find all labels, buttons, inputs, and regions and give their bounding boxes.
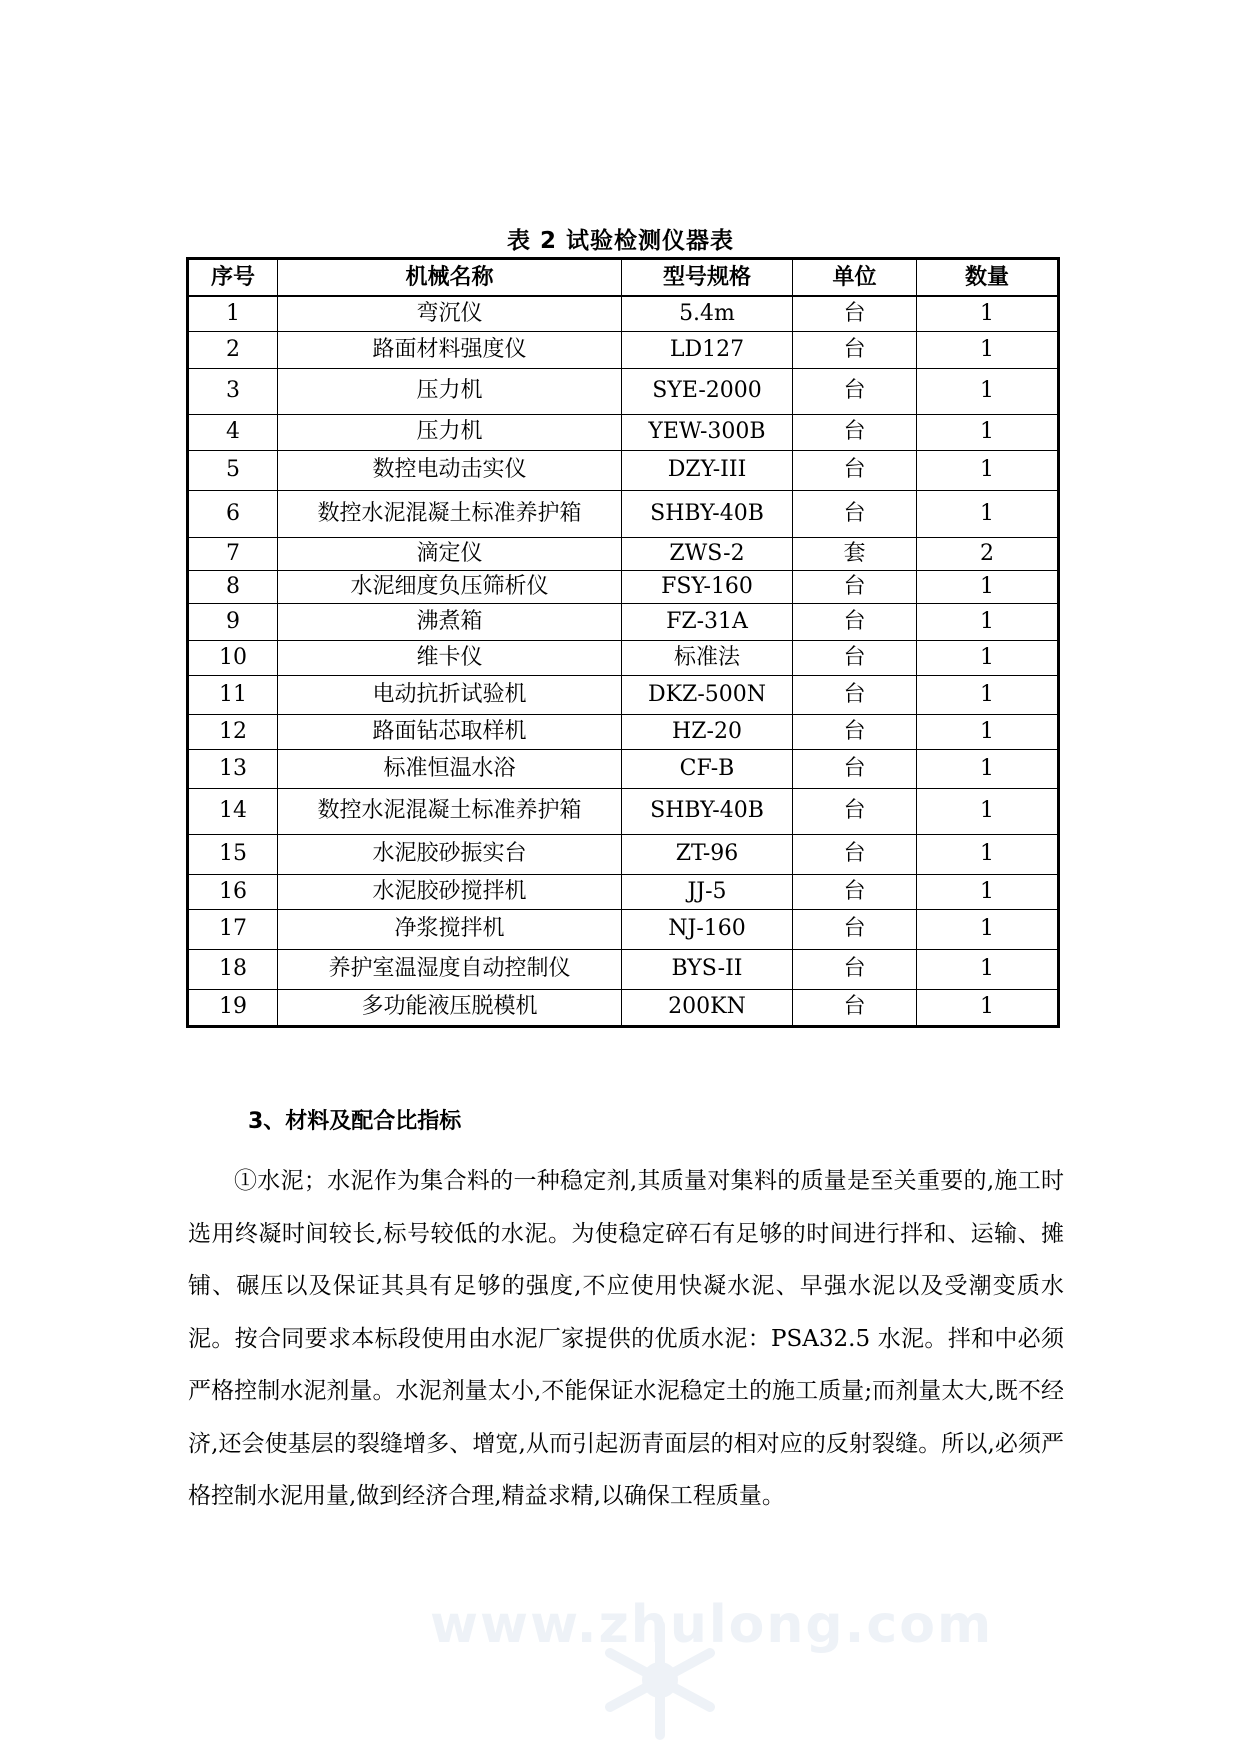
row-unit: 台 bbox=[793, 603, 917, 640]
table-row bbox=[188, 949, 1059, 989]
row-model: NJ-160 bbox=[622, 909, 793, 949]
row-name: 电动抗折试验机 bbox=[278, 675, 622, 714]
table-row bbox=[188, 368, 1059, 414]
header-name: 机械名称 bbox=[278, 259, 622, 297]
instrument-table bbox=[186, 257, 1060, 1028]
row-name: 净浆搅拌机 bbox=[278, 909, 622, 949]
table-row bbox=[188, 788, 1059, 834]
row-unit: 台 bbox=[793, 490, 917, 537]
row-model: DZY-III bbox=[622, 450, 793, 490]
row-model: HZ-20 bbox=[622, 714, 793, 749]
row-unit: 台 bbox=[793, 640, 917, 675]
row-index: 14 bbox=[188, 788, 278, 834]
row-unit: 台 bbox=[793, 714, 917, 749]
row-unit: 台 bbox=[793, 296, 917, 331]
row-model: YEW-300B bbox=[622, 414, 793, 450]
row-index: 7 bbox=[188, 537, 278, 570]
row-quantity: 1 bbox=[917, 989, 1059, 1026]
watermark-text: www.zhulong.com bbox=[430, 1595, 994, 1655]
row-index: 10 bbox=[188, 640, 278, 675]
table-row bbox=[188, 414, 1059, 450]
row-quantity: 1 bbox=[917, 450, 1059, 490]
row-model: 5.4m bbox=[622, 296, 793, 331]
row-model: CF-B bbox=[622, 749, 793, 788]
row-index: 3 bbox=[188, 368, 278, 414]
row-name: 养护室温湿度自动控制仪 bbox=[278, 949, 622, 989]
table-caption: 表 2 试验检测仪器表 bbox=[506, 228, 735, 254]
row-name: 压力机 bbox=[278, 414, 622, 450]
section-heading: 3、材料及配合比指标 bbox=[248, 1109, 462, 1134]
row-index: 19 bbox=[188, 989, 278, 1026]
row-quantity: 1 bbox=[917, 640, 1059, 675]
row-model: 200KN bbox=[622, 989, 793, 1026]
row-name: 弯沉仪 bbox=[278, 296, 622, 331]
row-quantity: 1 bbox=[917, 714, 1059, 749]
table-header-row bbox=[188, 259, 1059, 297]
row-unit: 套 bbox=[793, 537, 917, 570]
header-quantity: 数量 bbox=[917, 259, 1059, 297]
table-row bbox=[188, 570, 1059, 603]
row-model: SHBY-40B bbox=[622, 788, 793, 834]
row-quantity: 1 bbox=[917, 874, 1059, 909]
table-row bbox=[188, 331, 1059, 368]
row-unit: 台 bbox=[793, 368, 917, 414]
row-quantity: 1 bbox=[917, 788, 1059, 834]
row-name: 路面钻芯取样机 bbox=[278, 714, 622, 749]
table-row bbox=[188, 834, 1059, 874]
table-row bbox=[188, 874, 1059, 909]
row-quantity: 1 bbox=[917, 414, 1059, 450]
row-index: 17 bbox=[188, 909, 278, 949]
row-index: 1 bbox=[188, 296, 278, 331]
row-model: DKZ-500N bbox=[622, 675, 793, 714]
row-model: LD127 bbox=[622, 331, 793, 368]
row-quantity: 1 bbox=[917, 949, 1059, 989]
row-index: 16 bbox=[188, 874, 278, 909]
row-name: 多功能液压脱模机 bbox=[278, 989, 622, 1026]
row-unit: 台 bbox=[793, 331, 917, 368]
row-quantity: 1 bbox=[917, 749, 1059, 788]
row-unit: 台 bbox=[793, 675, 917, 714]
row-index: 9 bbox=[188, 603, 278, 640]
header-model: 型号规格 bbox=[622, 259, 793, 297]
row-quantity: 1 bbox=[917, 368, 1059, 414]
row-name: 压力机 bbox=[278, 368, 622, 414]
row-unit: 台 bbox=[793, 874, 917, 909]
table-row bbox=[188, 749, 1059, 788]
row-model: ZT-96 bbox=[622, 834, 793, 874]
row-index: 5 bbox=[188, 450, 278, 490]
table-row bbox=[188, 640, 1059, 675]
body-paragraph: ①水泥；水泥作为集合料的一种稳定剂,其质量对集料的质量是至关重要的,施工时选用终凝时间较长,标号较低的水泥。为使稳定碎石有足够的时间进行拌和、运输、摊铺、碾压以及保证其具有足够的强度,不应使用快凝水泥、早强水泥以及受潮变质水泥。按合同要求本标段使用由水泥厂家提供的优质水泥：PSA32.5 水泥。拌和中必须严格控制水泥剂量。水泥剂量太小,不能保证水泥稳定土的施工质量;而剂量太大,既不经济,还会使基层的裂缝增多、增宽,从而引起沥青面层的相对应的反射裂缝。所以,必须严格控制水泥用量,做到经济合理,精益求精,以确保工程质量。 bbox=[188, 1168, 1064, 1509]
row-model: SYE-2000 bbox=[622, 368, 793, 414]
row-unit: 台 bbox=[793, 989, 917, 1026]
row-name: 数控水泥混凝土标准养护箱 bbox=[278, 490, 622, 537]
row-quantity: 1 bbox=[917, 331, 1059, 368]
row-unit: 台 bbox=[793, 909, 917, 949]
table-row bbox=[188, 989, 1059, 1026]
row-index: 4 bbox=[188, 414, 278, 450]
row-name: 水泥细度负压筛析仪 bbox=[278, 570, 622, 603]
watermark bbox=[430, 1595, 994, 1745]
table-row bbox=[188, 490, 1059, 537]
row-index: 6 bbox=[188, 490, 278, 537]
row-quantity: 1 bbox=[917, 570, 1059, 603]
table-row bbox=[188, 537, 1059, 570]
row-index: 8 bbox=[188, 570, 278, 603]
row-model: ZWS-2 bbox=[622, 537, 793, 570]
row-model: JJ-5 bbox=[622, 874, 793, 909]
table-row bbox=[188, 603, 1059, 640]
row-quantity: 1 bbox=[917, 296, 1059, 331]
row-model: BYS-II bbox=[622, 949, 793, 989]
row-quantity: 1 bbox=[917, 603, 1059, 640]
row-name: 维卡仪 bbox=[278, 640, 622, 675]
row-name: 滴定仪 bbox=[278, 537, 622, 570]
row-unit: 台 bbox=[793, 570, 917, 603]
header-unit: 单位 bbox=[793, 259, 917, 297]
row-model: FSY-160 bbox=[622, 570, 793, 603]
row-quantity: 1 bbox=[917, 675, 1059, 714]
row-unit: 台 bbox=[793, 450, 917, 490]
row-unit: 台 bbox=[793, 414, 917, 450]
row-name: 标准恒温水浴 bbox=[278, 749, 622, 788]
table-row bbox=[188, 450, 1059, 490]
row-unit: 台 bbox=[793, 749, 917, 788]
table-row bbox=[188, 714, 1059, 749]
header-index: 序号 bbox=[188, 259, 278, 297]
row-unit: 台 bbox=[793, 949, 917, 989]
table-body bbox=[188, 296, 1059, 1026]
row-index: 2 bbox=[188, 331, 278, 368]
row-quantity: 2 bbox=[917, 537, 1059, 570]
row-model: 标准法 bbox=[622, 640, 793, 675]
row-name: 数控电动击实仪 bbox=[278, 450, 622, 490]
row-index: 13 bbox=[188, 749, 278, 788]
row-name: 水泥胶砂搅拌机 bbox=[278, 874, 622, 909]
row-unit: 台 bbox=[793, 788, 917, 834]
table-row bbox=[188, 296, 1059, 331]
table-row bbox=[188, 675, 1059, 714]
row-quantity: 1 bbox=[917, 490, 1059, 537]
row-name: 沸煮箱 bbox=[278, 603, 622, 640]
row-index: 18 bbox=[188, 949, 278, 989]
row-name: 路面材料强度仪 bbox=[278, 331, 622, 368]
row-unit: 台 bbox=[793, 834, 917, 874]
row-index: 15 bbox=[188, 834, 278, 874]
row-quantity: 1 bbox=[917, 834, 1059, 874]
row-name: 水泥胶砂振实台 bbox=[278, 834, 622, 874]
table-row bbox=[188, 909, 1059, 949]
row-index: 11 bbox=[188, 675, 278, 714]
row-name: 数控水泥混凝土标准养护箱 bbox=[278, 788, 622, 834]
row-model: SHBY-40B bbox=[622, 490, 793, 537]
row-model: FZ-31A bbox=[622, 603, 793, 640]
row-quantity: 1 bbox=[917, 909, 1059, 949]
row-index: 12 bbox=[188, 714, 278, 749]
